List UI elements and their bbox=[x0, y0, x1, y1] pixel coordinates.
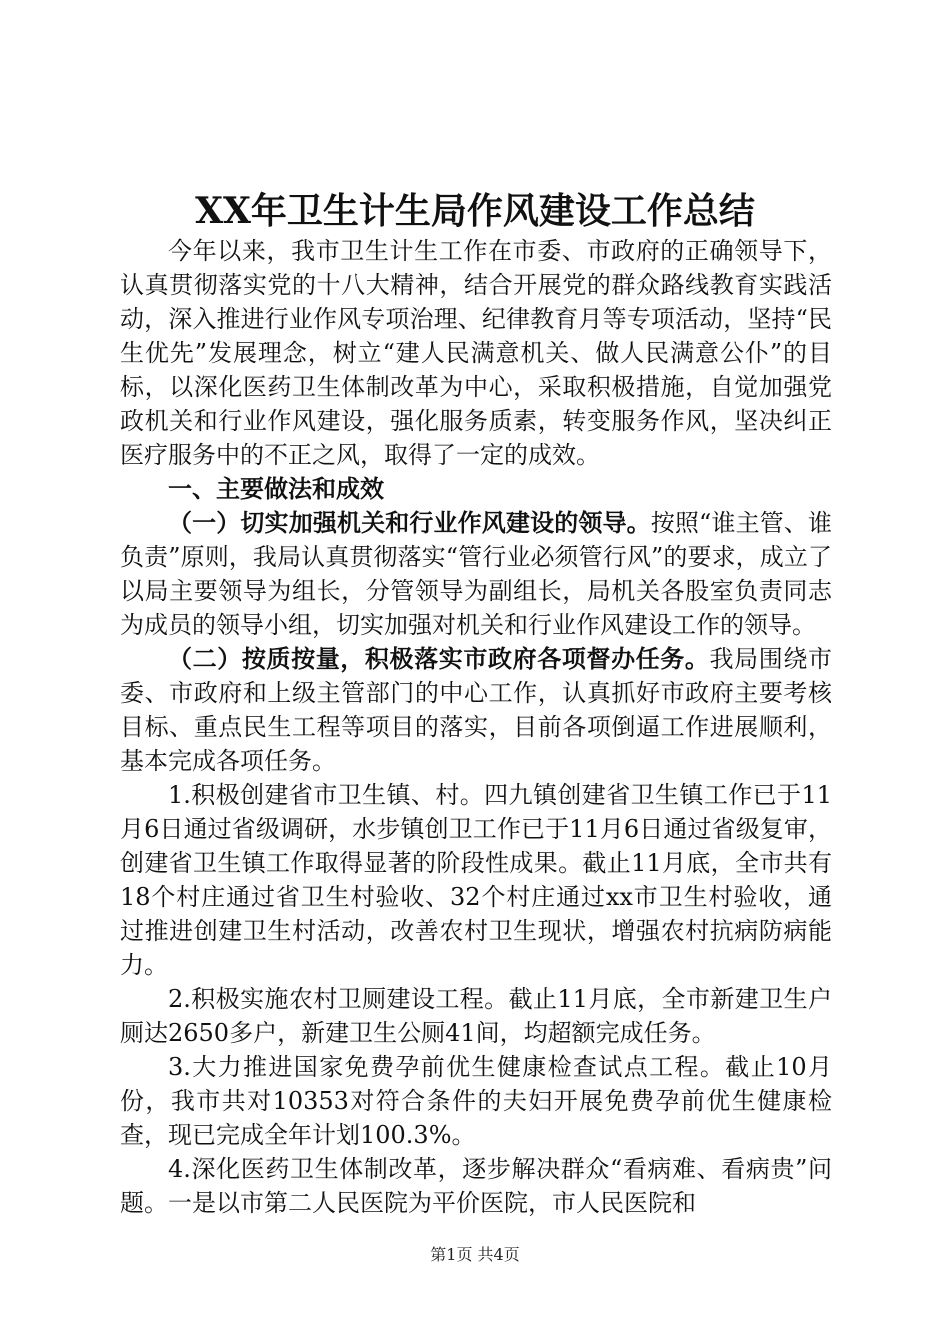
item-text-1: 按照“谁主管、谁负责”原则，我局认真贯彻落实“管行业必须管行风”的要求，成立了以局主要领导为组长，分管领导为副组长，局机关各股室负责同志为成员的领导小组，切实加强对机关和行业作风建设工作的领导。 bbox=[120, 509, 832, 639]
item-paragraph-2 bbox=[120, 642, 832, 778]
point-paragraph-3: 3.大力推进国家免费孕前优生健康检查试点工程。截止10月份，我市共对10353对符合条件的夫妇开展免费孕前优生健康检查，现已完成全年计划100.3%。 bbox=[120, 1053, 832, 1149]
item-lead-1: （一）切实加强机关和行业作风建设的领导。 bbox=[168, 508, 651, 537]
intro-paragraph: 今年以来，我市卫生计生工作在市委、市政府的正确领导下，认真贯彻落实党的十八大精神，结合开展党的群众路线教育实践活动，深入推进行业作风专项治理、纪律教育月等专项活动，坚持“民生优先”发展理念，树立“建人民满意机关、做人民满意公仆”的目标，以深化医药卫生体制改革为中心，采取积极措施，自觉加强党政机关和行业作风建设，强化服务质素，转变服务作风，坚决纠正医疗服务中的不正之风，取得了一定的成效。 bbox=[120, 237, 832, 469]
document-title: XX年卫生计生局作风建设工作总结 bbox=[195, 190, 755, 232]
section-heading: 一、主要做法和成效 bbox=[168, 474, 384, 503]
item-text-2: 我局围绕市委、市政府和上级主管部门的中心工作，认真抓好市政府主要考核目标、重点民生工程等项目的落实，目前各项倒逼工作进展顺利，基本完成各项任务。 bbox=[120, 645, 833, 775]
item-paragraph-1 bbox=[120, 506, 832, 642]
point-paragraph-2: 2.积极实施农村卫厕建设工程。截止11月底，全市新建卫生户厕达2650多户，新建卫生公厕41间，均超额完成任务。 bbox=[120, 985, 832, 1047]
point-paragraph-4: 4.深化医药卫生体制改革，逐步解决群众“看病难、看病贵”问题。一是以市第二人民医院为平价医院，市人民医院和 bbox=[120, 1155, 832, 1217]
point-paragraph-1: 1.积极创建省市卫生镇、村。四九镇创建省卫生镇工作已于11月6日通过省级调研，水步镇创卫工作已于11月6日通过省级复审，创建省卫生镇工作取得显著的阶段性成果。截止11月底，全市共有18个村庄通过省卫生村验收、32个村庄通过xx市卫生村验收，通过推进创建卫生村活动，改善农村卫生现状，增强农村抗病防病能力。 bbox=[120, 781, 832, 979]
document-body bbox=[120, 234, 832, 1220]
item-lead-2: （二）按质按量，积极落实市政府各项督办任务。 bbox=[168, 644, 710, 673]
page-number: 第1页 共4页 bbox=[430, 1245, 520, 1264]
